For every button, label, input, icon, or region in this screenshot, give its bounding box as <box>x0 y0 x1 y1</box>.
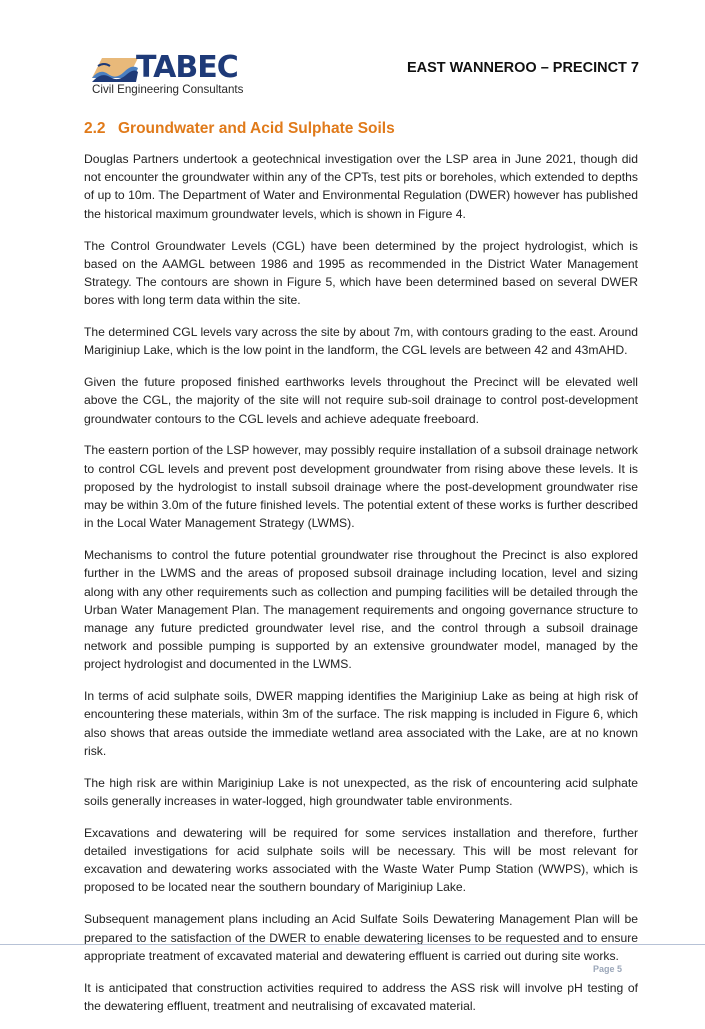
company-logo <box>90 50 254 98</box>
footer-divider <box>0 944 705 945</box>
paragraph: Given the future proposed finished earthworks levels throughout the Precinct will be elevated well above the CGL, the majority of the site will not require sub-soil drainage to control post-development groundwater contours to the CGL levels and achieve adequate freeboard. <box>84 375 638 426</box>
paragraph: In terms of acid sulphate soils, DWER mapping identifies the Mariginiup Lake as being at high risk of encountering these materials, within 3m of the surface. The risk mapping is included in Figure 6, which also shows that areas outside the immediate wetland area associated with the Lake, are at no known risk. <box>84 689 638 758</box>
paragraph: Mechanisms to control the future potential groundwater rise throughout the Precinct is also explored further in the LWMS and the areas of proposed subsoil drainage including location, level and sizing along with any other requirements such as collection and pumping facilities will be detailed through the Urban Water Management Plan. The management requirements and ongoing governance structure to manage any future predicted groundwater level rise, and the control through a subsoil drainage network and possible pumping is supported by an extensive groundwater model, managed by the project hydrologist and documented in the LWMS. <box>84 548 638 672</box>
paragraph: It is anticipated that construction activities required to address the ASS risk will involve pH testing of the dewatering effluent, treatment and neutralising of excavated material. <box>84 980 638 1013</box>
paragraph: Douglas Partners undertook a geotechnical investigation over the LSP area in June 2021, though did not encounter the groundwater within any of the CPTs, test pits or boreholes, which extended to depths of up to 10m. The Department of Water and Environmental Regulation (DWER) however has published the historical maximum groundwater levels, which is shown in Figure 4. <box>84 152 638 221</box>
paragraph: Excavations and dewatering will be required for some services installation and therefore, further detailed investigations for acid sulphate soils will be necessary. This will be most relevant for excavation and dewatering works associated with the Waste Water Pump Station (WWPS), which is proposed to be located near the southern boundary of Mariginiup Lake. <box>84 825 638 895</box>
logo-wordmark: TABEC <box>136 50 238 85</box>
body-text <box>84 150 638 1029</box>
page-number: Page 5 <box>592 964 622 974</box>
paragraph: The Control Groundwater Levels (CGL) have been determined by the project hydrologist, which is based on the AAMGL between 1986 and 1995 as recommended in the District Water Management Strategy. The contours are shown in Figure 5, which have been determined based on several DWER bores with long term data within the site. <box>84 238 638 308</box>
document-title: EAST WANNEROO – PRECINCT 7 <box>406 60 639 76</box>
logo-wave-icon <box>90 54 140 84</box>
section-heading <box>84 120 395 138</box>
logo-tagline: Civil Engineering Consultants <box>92 83 244 96</box>
paragraph: The high risk are within Mariginiup Lake is not unexpected, as the risk of encountering acid sulphate soils generally increases in water-logged, high groundwater table environments. <box>84 775 638 808</box>
section-number: 2.2 <box>84 120 106 137</box>
paragraph: The determined CGL levels vary across the site by about 7m, with contours grading to the east. Around Mariginiup Lake, which is the low point in the landform, the CGL levels are between 42 and 43mAHD. <box>84 325 638 358</box>
paragraph: The eastern portion of the LSP however, may possibly require installation of a subsoil drainage network to control CGL levels and prevent post development groundwater from rising above these levels. It is proposed by the hydrologist to install subsoil drainage where the post-development groundwater rise may be within 3.0m of the future finished levels. The potential extent of these works is further described in the Local Water Management Strategy (LWMS). <box>84 443 638 531</box>
section-title: Groundwater and Acid Sulphate Soils <box>118 120 395 137</box>
paragraph: Subsequent management plans including an Acid Sulfate Soils Dewatering Management Plan will be prepared to the satisfaction of the DWER to enable dewatering licenses to be requested and to ensure appropriate treatment of excavated material and dewatering effluent is carried out during site works. <box>84 912 638 963</box>
